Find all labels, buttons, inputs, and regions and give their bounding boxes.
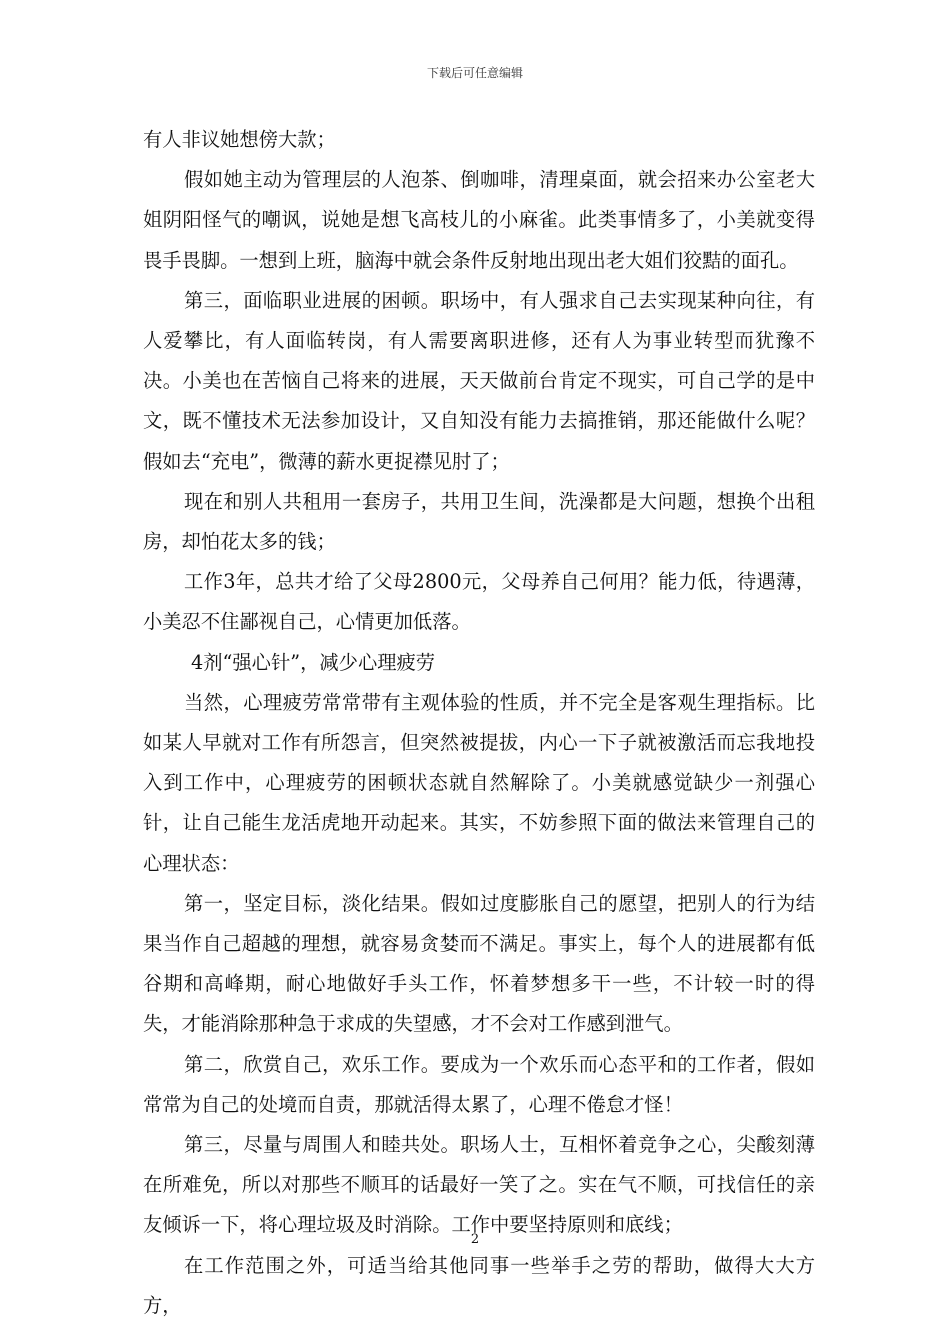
section-heading: 4剂“强心针”，减少心理疲劳: [191, 650, 436, 674]
paragraph: 第三，面临职业进展的困顿。职场中，有人强求自己去实现某种向往，有人爱攀比，有人面临转岗，有人需要离职进修，还有人为事业转型而犹豫不决。小美也在苦恼自己将来的进展，天天做前台肯定不现实，可自己学的是中文，既不懂技术无法参加设计，又自知没有能力去搞推销，那还能做什么呢？假如去“充电”，微薄的薪水更捉襟见肘了；: [143, 288, 815, 473]
paragraph: 有人非议她想傍大款；: [143, 128, 336, 151]
page-number: 2: [470, 1232, 480, 1247]
paragraph: 工作3年，总共才给了父母2800元，父母养自己何用？能力低，待遇薄，小美忍不住鄙视自己，心情更加低落。: [143, 570, 815, 634]
paragraph: 假如她主动为管理层的人泡茶、倒咖啡，清理桌面，就会招来办公室老大姐阴阳怪气的嘲讽，说她是想飞高枝儿的小麻雀。此类事情多了，小美就变得畏手畏脚。一想到上班，脑海中就会条件反射地出现出老大姐们狡黠的面孔。: [143, 168, 815, 272]
paragraph: 当然，心理疲劳常常带有主观体验的性质，并不完全是客观生理指标。比如某人早就对工作有所怨言，但突然被提拔，内心一下子就被激活而忘我地投入到工作中，心理疲劳的困顿状态就自然解除了。小美就感觉缺少一剂强心针，让自己能生龙活虎地开动起来。其实，不妨参照下面的做法来管理自己的心理状态：: [143, 690, 815, 875]
document-body: [143, 120, 815, 1326]
paragraph: 在工作范围之外，可适当给其他同事一些举手之劳的帮助，做得大大方方，: [143, 1253, 815, 1317]
page-header: 下载后可任意编辑: [426, 66, 523, 80]
paragraph: 第二，欣赏自己，欢乐工作。要成为一个欢乐而心态平和的工作者，假如常常为自己的处境而自责，那就活得太累了，心理不倦怠才怪！: [143, 1052, 815, 1116]
paragraph: 现在和别人共租用一套房子，共用卫生间，洗澡都是大问题，想换个出租房，却怕花太多的钱；: [143, 489, 815, 554]
paragraph: 第一，坚定目标，淡化结果。假如过度膨胀自己的愿望，把别人的行为结果当作自己超越的理想，就容易贪婪而不满足。事实上，每个人的进展都有低谷期和高峰期，耐心地做好手头工作，怀着梦想多干一些，不计较一时的得失，才能消除那种急于求成的失望感，才不会对工作感到泄气。: [143, 891, 815, 1036]
paragraph: 第三，尽量与周围人和睦共处。职场人士，互相怀着竞争之心，尖酸刻薄在所难免，所以对那些不顺耳的话最好一笑了之。实在气不顺，可找信任的亲友倾诉一下，将心理垃圾及时消除。工作中要坚持原则和底线；: [143, 1133, 815, 1237]
